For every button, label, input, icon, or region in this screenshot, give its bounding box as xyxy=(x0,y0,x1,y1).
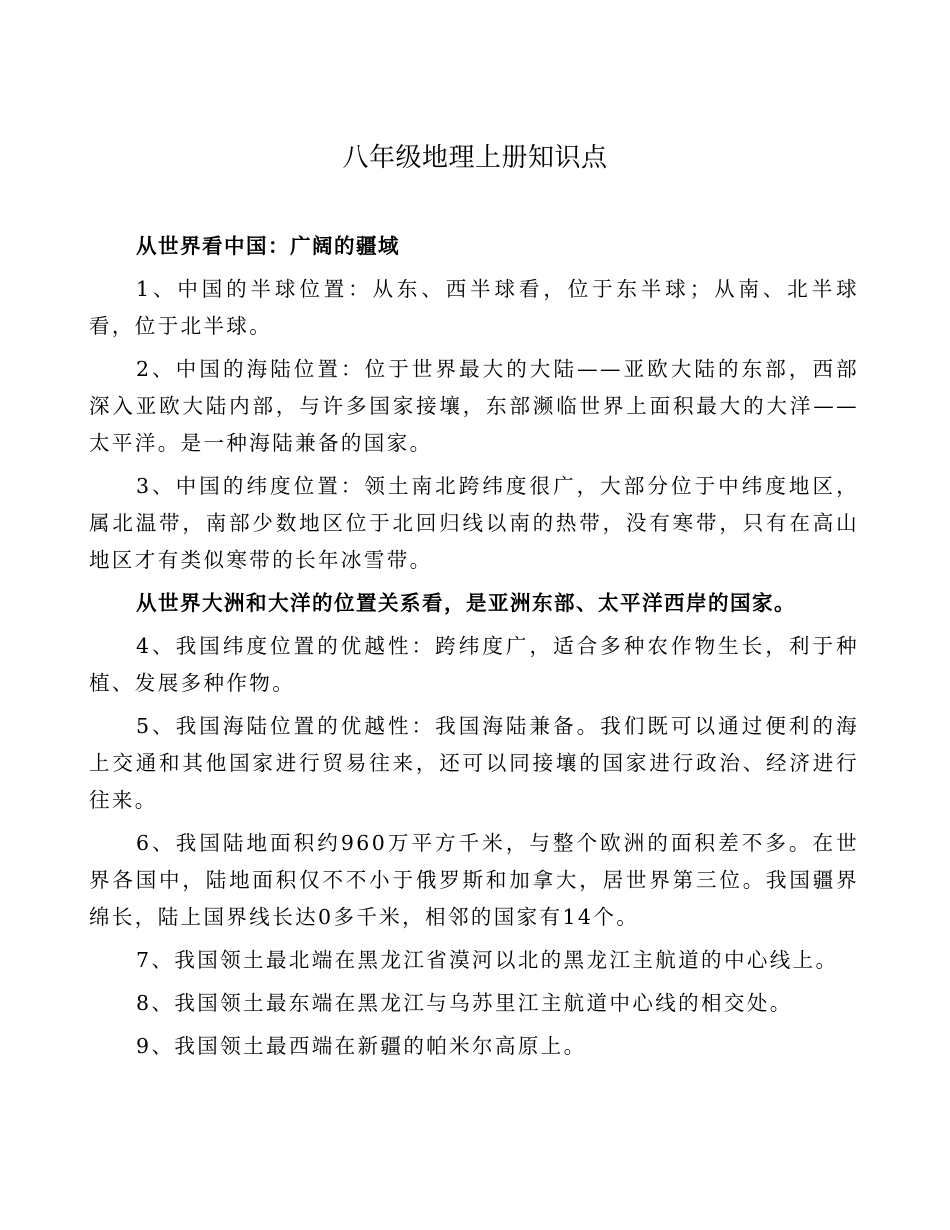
paragraph-1: 1、中国的半球位置：从东、西半球看，位于东半球；从南、北半球看，位于北半球。 xyxy=(89,277,859,338)
paragraph-5: 5、我国海陆位置的优越性：我国海陆兼备。我们既可以通过便利的海上交通和其他国家进行贸易往来，还可以同接壤的国家进行政治、经济进行往来。 xyxy=(89,714,859,812)
paragraph-6: 6、我国陆地面积约960万平方千米，与整个欧洲的面积差不多。在世界各国中，陆地面积仅不不小于俄罗斯和加拿大，居世界第三位。我国疆界绵长，陆上国界线长达0多千米，相邻的国家有14个。 xyxy=(89,831,859,929)
paragraph-8: 8、我国领土最东端在黑龙江与乌苏里江主航道中心线的相交处。 xyxy=(136,991,793,1015)
document-title: 八年级地理上册知识点 xyxy=(342,143,608,173)
paragraph-3: 3、中国的纬度位置：领土南北跨纬度很广，大部分位于中纬度地区，属北温带，南部少数地区位于北回归线以南的热带，没有寒带，只有在高山地区才有类似寒带的长年冰雪带。 xyxy=(89,474,859,572)
section-heading: 从世界看中国：广阔的疆域 xyxy=(136,234,400,258)
document-body xyxy=(89,228,859,1065)
paragraph-9: 9、我国领土最西端在新疆的帕米尔高原上。 xyxy=(136,1034,587,1058)
bold-note: 从世界大洲和大洋的位置关系看，是亚洲东部、太平洋西岸的国家。 xyxy=(136,591,796,615)
paragraph-4: 4、我国纬度位置的优越性：跨纬度广，适合多种农作物生长，利于种植、发展多种作物。 xyxy=(89,634,859,695)
paragraph-2: 2、中国的海陆位置：位于世界最大的大陆——亚欧大陆的东部，西部深入亚欧大陆内部，与许多国家接壤，东部濒临世界上面积最大的大洋——太平洋。是一种海陆兼备的国家。 xyxy=(89,357,859,455)
paragraph-7: 7、我国领土最北端在黑龙江省漠河以北的黑龙江主航道的中心线上。 xyxy=(136,948,839,972)
